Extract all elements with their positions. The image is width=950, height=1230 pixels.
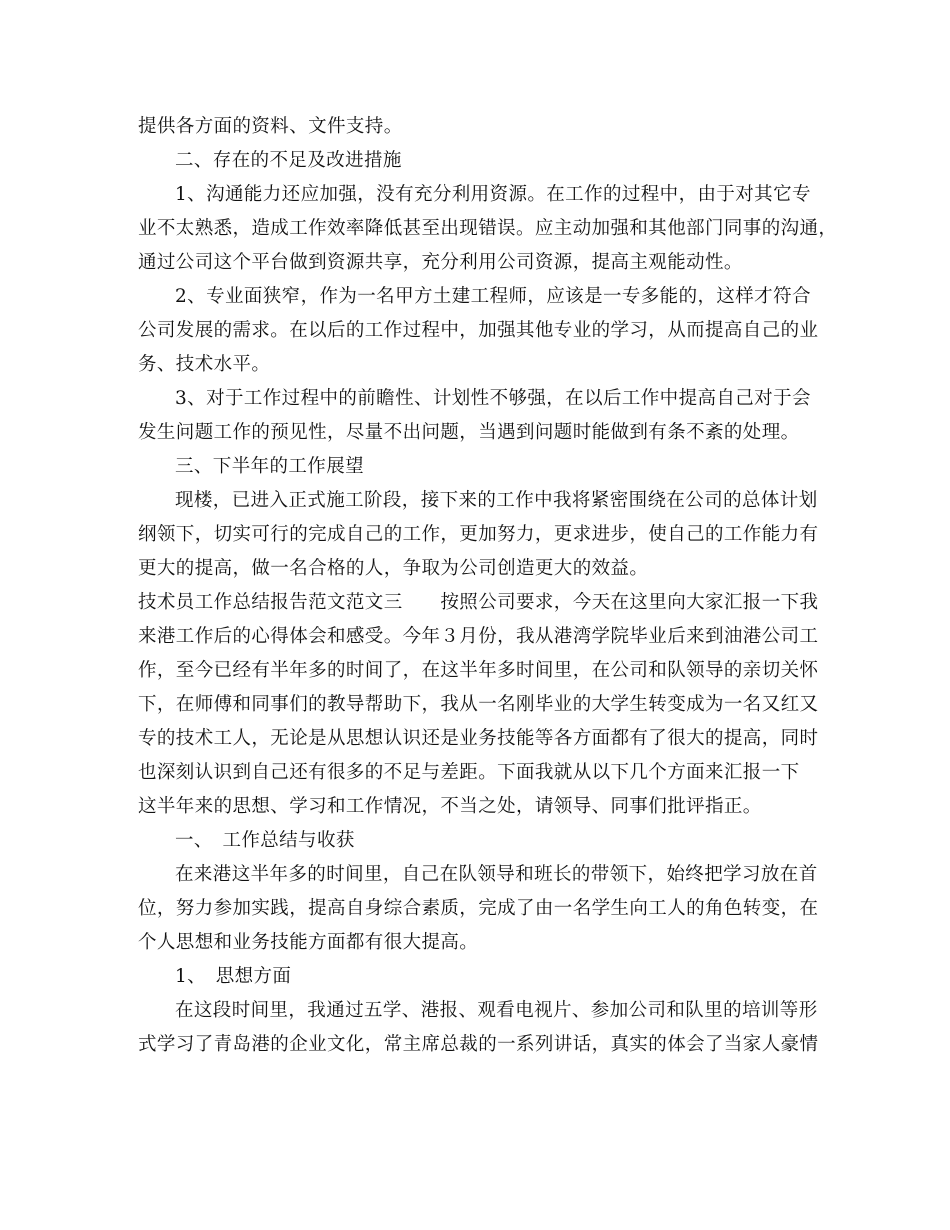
section-heading: 一、 工作总结与收获 [175,830,355,851]
text-line: 下，在师傅和同事们的教导帮助下，我从一名刚毕业的大学生转变成为一名又红又 [138,694,819,715]
text-line: 在这段时间里，我通过五学、港报、观看电视片、参加公司和队里的培训等形 [175,1000,818,1021]
text-line: 也深刻认识到自己还有很多的不足与差距。下面我就从以下几个方面来汇报一下 [138,762,800,783]
text-line: 3、对于工作过程中的前瞻性、计划性不够强，在以后工作中提高自己对于会 [175,388,811,409]
text-line: 公司发展的需求。在以后的工作过程中，加强其他专业的学习，从而提高自己的业 [138,320,819,341]
text-line: 位，努力参加实践，提高自身综合素质，完成了由一名学生向工人的角色转变，在 [138,898,819,919]
section-heading: 三、下半年的工作展望 [175,456,365,477]
text-line: 提供各方面的资料、文件支持。 [138,116,403,137]
text-line: 更大的提高，做一名合格的人，争取为公司创造更大的效益。 [138,558,649,579]
text-line: 来港工作后的心得体会和感受。今年３月份，我从港湾学院毕业后来到油港公司工 [138,626,819,647]
section-heading: 1、 思想方面 [175,966,292,987]
text-line: 个人思想和业务技能方面都有很大提高。 [138,932,479,953]
text-line: 1、沟通能力还应加强，没有充分利用资源。在工作的过程中，由于对其它专 [175,184,811,205]
section-heading: 二、存在的不足及改进措施 [175,150,402,171]
text-line: 这半年来的思想、学习和工作情况，不当之处，请领导、同事们批评指正。 [138,796,762,817]
text-line: 通过公司这个平台做到资源共享，充分利用公司资源，提高主观能动性。 [138,252,743,273]
text-line: 业不太熟悉，造成工作效率降低甚至出现错误。应主动加强和其他部门同事的沟通， [138,218,838,239]
text-line: 专的技术工人，无论是从思想认识还是业务技能等各方面都有了很大的提高，同时 [138,728,819,749]
text-line: 作，至今已经有半年多的时间了，在这半年多时间里，在公司和队领导的亲切关怀 [138,660,819,681]
text-line: 式学习了青岛港的企业文化，常主席总裁的一系列讲话，真实的体会了当家人豪情 [138,1034,819,1055]
text-line: 现楼，已进入正式施工阶段，接下来的工作中我将紧密围绕在公司的总体计划 [175,490,818,511]
text-line: 发生问题工作的预见性，尽量不出问题，当遇到问题时能做到有条不紊的处理。 [138,422,800,443]
text-line: 务、技术水平。 [138,354,271,375]
text-line: 在来港这半年多的时间里，自己在队领导和班长的带领下，始终把学习放在首 [175,864,818,885]
text-line: 2、专业面狭窄，作为一名甲方土建工程师，应该是一专多能的，这样才符合 [175,286,811,307]
text-line: 纲领下，切实可行的完成自己的工作，更加努力，更求进步，使自己的工作能力有 [138,524,819,545]
text-line: 技术员工作总结报告范文范文三 按照公司要求，今天在这里向大家汇报一下我 [138,592,819,613]
